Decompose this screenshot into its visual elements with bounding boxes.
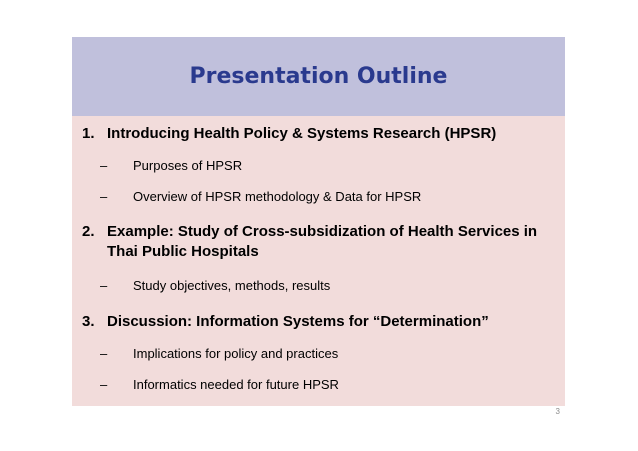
page-number: 3: [555, 407, 560, 416]
outline-subitem-text: Purposes of HPSR: [133, 158, 243, 173]
outline-item-number: 2.: [82, 223, 95, 240]
outline-subitem-text: Implications for policy and practices: [133, 346, 339, 361]
dash-bullet: –: [100, 158, 108, 173]
dash-bullet: –: [100, 278, 108, 293]
dash-bullet: –: [100, 346, 108, 361]
outline-subitem-text: Informatics needed for future HPSR: [133, 377, 339, 392]
outline-item-text: Example: Study of Cross-subsidization of Health Services in Thai Public Hospitals: [107, 223, 538, 260]
dash-bullet: –: [100, 377, 108, 392]
outline-subitem-text: Overview of HPSR methodology & Data for HPSR: [133, 189, 422, 204]
outline-item-number: 3.: [82, 313, 95, 330]
outline-item-number: 1.: [82, 125, 95, 142]
slide-title: Presentation Outline: [189, 64, 448, 89]
outline-item-text: Introducing Health Policy & Systems Research (HPSR): [107, 125, 497, 142]
outline-subitem-text: Study objectives, methods, results: [133, 278, 331, 293]
title-band: [72, 37, 565, 116]
outline-item-text: Discussion: Information Systems for “Determination”: [107, 313, 489, 330]
dash-bullet: –: [100, 189, 108, 204]
